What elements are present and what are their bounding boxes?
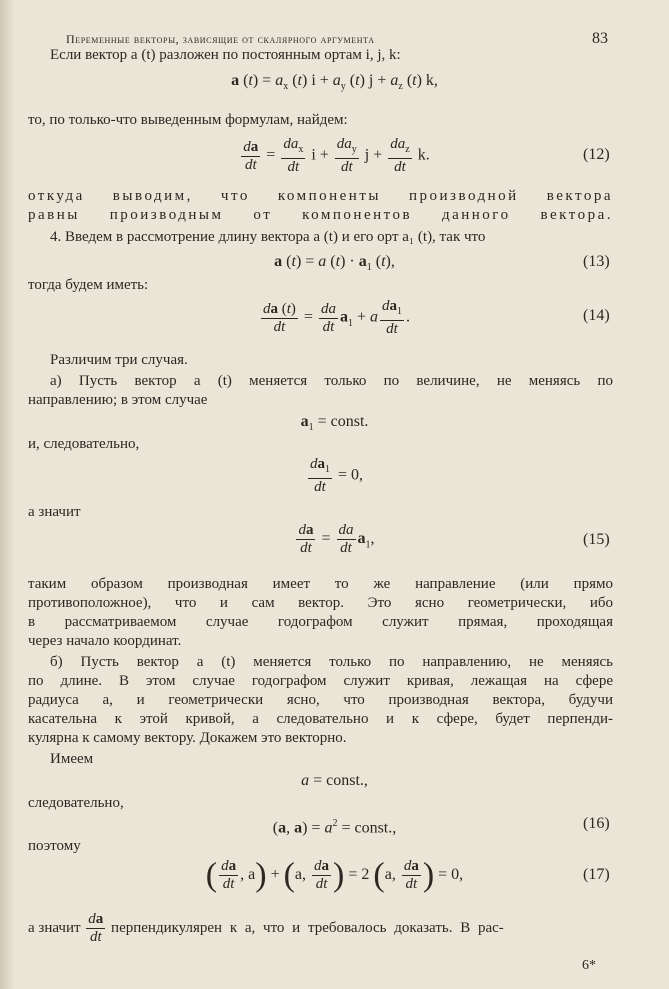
math-symbol: ) i + — [301, 72, 333, 89]
math-symbol: d — [298, 522, 306, 538]
equation-number: (12) — [583, 146, 610, 163]
math-symbol: t — [355, 72, 360, 89]
math-symbol: ( — [282, 253, 292, 270]
math-symbol: a — [300, 413, 309, 430]
numerator — [380, 298, 404, 321]
math-symbol: ( — [345, 72, 356, 89]
math-symbol: dt — [287, 159, 300, 175]
denominator — [314, 876, 330, 893]
denominator — [338, 540, 354, 557]
numerator — [296, 522, 315, 540]
numerator — [388, 136, 411, 159]
math-symbol: dt — [300, 540, 312, 556]
math-symbol: a — [274, 253, 283, 270]
numerator — [281, 136, 305, 159]
math-symbol: a — [294, 819, 303, 837]
math-symbol: a, — [294, 866, 311, 884]
math-symbol: = const., — [337, 819, 397, 837]
math-symbol: d — [403, 858, 412, 874]
math-symbol: 1 — [308, 422, 314, 434]
running-header: Переменные векторы, зависящие от скалярного аргумента — [66, 32, 375, 46]
text-fragment: перпендикулярен к a, что и требовалось доказать. В рас- — [111, 920, 504, 936]
math-symbol: dt — [244, 156, 257, 173]
equation-12 — [0, 136, 669, 176]
math-symbol: = 2 — [344, 866, 374, 884]
text-line: следовательно, — [28, 795, 124, 811]
math-symbol: da — [283, 136, 299, 152]
denominator — [272, 319, 288, 336]
math-symbol: + — [266, 866, 284, 884]
denominator — [243, 157, 259, 174]
denominator — [88, 929, 104, 946]
math-symbol: a, — [384, 866, 400, 884]
fraction — [335, 136, 359, 176]
numerator — [335, 136, 359, 159]
math-symbol: 1 — [396, 306, 402, 317]
equation-13 — [0, 253, 669, 277]
math-symbol: d — [263, 300, 271, 317]
math-symbol: t — [248, 72, 253, 89]
math-symbol: ) — [290, 300, 296, 317]
text-line: противоположное), что и сам вектор. Это ясно геометрически, ибо — [28, 595, 613, 611]
math-symbol: z — [398, 81, 403, 93]
math-symbol: a — [301, 772, 310, 789]
fraction — [337, 522, 356, 557]
numerator — [402, 858, 421, 876]
fraction — [312, 858, 331, 893]
math-symbol: a — [339, 308, 348, 326]
text-line — [28, 910, 613, 946]
math-symbol: a — [270, 300, 278, 317]
denominator — [339, 159, 355, 176]
math-symbol: d — [314, 858, 322, 874]
inline-equation — [84, 911, 107, 946]
text-line: откуда выводим, что компоненты производной вектора — [28, 188, 613, 204]
text-line: 4. Введем в рассмотрение длину вектора a (t) и его орт a₁ (t), так что — [50, 229, 486, 245]
math-symbol: a — [228, 858, 237, 874]
math-symbol: ( — [402, 72, 413, 89]
bracket: ) — [333, 856, 345, 894]
math-symbol: k. — [413, 146, 430, 164]
math-symbol: ) = — [302, 819, 325, 837]
math-symbol: 2 — [332, 818, 338, 829]
math-symbol: dt — [405, 876, 418, 892]
fraction — [319, 301, 338, 336]
fraction — [219, 858, 238, 893]
math-symbol: dt — [314, 479, 326, 495]
fraction — [402, 858, 421, 893]
math-symbol: d — [221, 858, 229, 874]
text-line: поэтому — [28, 838, 81, 854]
denominator — [312, 479, 328, 496]
math-symbol: ) = — [252, 72, 276, 89]
equation — [0, 456, 669, 496]
math-symbol: a — [324, 819, 333, 837]
equation-number: (14) — [583, 307, 610, 324]
text-line: Если вектор a (t) разложен по постоянным ортам i, j, k: — [50, 47, 401, 63]
text-line: то, по только-что выведенным формулам, найдем: — [28, 112, 348, 128]
text-line: и, следовательно, — [28, 436, 140, 452]
math-symbol: a — [95, 911, 104, 928]
math-symbol: . — [405, 308, 410, 326]
math-symbol: + — [352, 308, 370, 326]
math-symbol: = 0, — [333, 466, 364, 484]
numerator — [337, 522, 356, 540]
equation — [0, 772, 669, 790]
denominator — [285, 159, 301, 176]
math-symbol: a — [250, 138, 259, 155]
math-symbol: z — [405, 144, 410, 155]
denominator — [392, 159, 408, 176]
bracket: ) — [422, 856, 435, 894]
text-line: а) Пусть вектор a (t) меняется только по величине, не меняясь по — [50, 373, 613, 389]
fraction — [261, 301, 298, 336]
numerator — [261, 301, 298, 319]
equation-16 — [0, 815, 669, 837]
text-line: тогда будем иметь: — [28, 277, 149, 293]
math-symbol: i + — [307, 146, 333, 164]
equation-number: (17) — [583, 866, 610, 883]
math-symbol: a — [332, 72, 341, 89]
fraction — [241, 139, 260, 174]
numerator — [312, 858, 331, 876]
math-symbol: t — [335, 253, 341, 270]
fraction — [308, 456, 332, 496]
math-symbol: dt — [386, 321, 398, 337]
math-symbol: ( — [288, 72, 298, 89]
numerator — [86, 911, 105, 929]
math-symbol: t — [286, 300, 291, 317]
math-symbol: 1 — [347, 317, 353, 329]
math-symbol: dt — [340, 159, 353, 175]
math-symbol: a — [305, 522, 314, 538]
text-line: б) Пусть вектор a (t) меняется только по направлению, не меняясь — [50, 654, 613, 670]
math-symbol: x — [283, 81, 289, 93]
text-line: таким образом производная имеет то же направление (или прямо — [28, 576, 613, 592]
math-symbol: da — [338, 522, 354, 538]
text-line: в рассматриваемом случае годографом служит прямая, проходящая — [28, 614, 613, 630]
math-symbol: j + — [360, 146, 387, 164]
math-symbol: t — [291, 253, 296, 270]
math-symbol: a — [321, 858, 330, 874]
math-symbol: ( — [326, 253, 336, 270]
math-symbol: da — [336, 136, 352, 152]
math-symbol: ( — [371, 253, 382, 270]
math-symbol: 1 — [365, 539, 371, 551]
math-symbol: = — [262, 146, 280, 164]
equation-17 — [0, 858, 669, 893]
text-line: кулярна к самому вектору. Докажем это векторно. — [28, 730, 347, 746]
fraction — [380, 298, 404, 338]
math-symbol: , — [286, 819, 295, 837]
math-symbol: da — [320, 300, 336, 317]
math-symbol: 1 — [324, 464, 330, 475]
math-symbol: t — [381, 253, 386, 270]
text-line: Имеем — [50, 751, 94, 767]
math-symbol: a — [275, 72, 284, 89]
equation-15 — [0, 522, 669, 557]
equation — [0, 72, 669, 96]
denominator — [298, 540, 314, 557]
math-symbol: a — [317, 456, 325, 472]
math-symbol: d — [309, 456, 318, 472]
bracket: ) — [255, 856, 267, 894]
math-symbol: ) k, — [416, 72, 438, 89]
bracket: ( — [283, 856, 295, 894]
math-symbol: dt — [222, 876, 235, 892]
math-symbol: 1 — [366, 262, 372, 274]
math-symbol: a — [278, 819, 287, 837]
math-symbol: dt — [322, 318, 335, 335]
math-symbol: ( — [278, 300, 287, 317]
text-line: радиуса a, и геометрически ясно, что производная вектора, будучи — [28, 692, 613, 708]
equation-number: (15) — [583, 531, 610, 548]
math-symbol: , a — [240, 866, 256, 884]
math-symbol: y — [340, 81, 346, 93]
math-symbol: dt — [89, 929, 102, 946]
math-symbol: dt — [273, 318, 286, 335]
denominator — [403, 876, 419, 893]
math-symbol: ), — [385, 253, 395, 270]
math-symbol: x — [298, 144, 304, 155]
fraction — [388, 136, 411, 176]
denominator — [384, 321, 400, 338]
equation-14 — [0, 298, 669, 338]
fraction — [281, 136, 305, 176]
math-symbol: = 0, — [434, 866, 464, 884]
text-line: а значит — [28, 504, 81, 520]
math-symbol: ( — [272, 819, 279, 837]
math-symbol: dt — [315, 876, 328, 892]
text-line: через начало координат. — [28, 633, 182, 649]
math-symbol: = const., — [309, 772, 368, 789]
numerator — [241, 139, 260, 157]
math-symbol: a — [411, 858, 419, 874]
math-symbol: d — [88, 911, 96, 928]
math-symbol: t — [412, 72, 417, 89]
math-symbol: dt — [340, 540, 352, 556]
math-symbol: a — [231, 72, 240, 89]
math-symbol: ) · — [340, 253, 359, 270]
equation-number: (16) — [583, 815, 610, 832]
fraction — [296, 522, 315, 557]
math-symbol: ( — [239, 72, 249, 89]
math-symbol: , — [370, 530, 375, 548]
text-line: касательна к этой кривой, а следовательно и к сфере, будет перпенди- — [28, 711, 613, 727]
math-symbol: a — [369, 308, 378, 326]
text-fragment: а значит — [28, 920, 81, 936]
text-line: равны производным от компонентов данного вектора. — [28, 207, 613, 223]
bracket: ( — [373, 856, 385, 894]
bracket: ( — [205, 856, 218, 894]
numerator — [308, 456, 332, 479]
math-symbol: ) = — [295, 253, 319, 270]
numerator — [319, 301, 338, 319]
math-symbol: da — [390, 136, 406, 152]
math-symbol: y — [351, 144, 357, 155]
math-symbol: d — [381, 298, 390, 314]
text-line: Различим три случая. — [50, 352, 188, 368]
numerator — [219, 858, 238, 876]
math-symbol: = const. — [313, 413, 369, 430]
equation — [0, 413, 669, 437]
math-symbol: ) j + — [359, 72, 391, 89]
math-symbol: dt — [394, 159, 406, 175]
denominator — [321, 319, 337, 336]
math-symbol: = — [317, 530, 335, 548]
math-symbol: = — [299, 308, 317, 326]
equation-number: (13) — [583, 253, 610, 270]
math-symbol: t — [297, 72, 302, 89]
math-symbol: a — [357, 530, 366, 548]
math-symbol: a — [390, 72, 399, 89]
text-line: по длине. В этом случае годографом служит кривая, лежащая на сфере — [28, 673, 613, 689]
signature-mark: 6* — [582, 958, 596, 973]
text-line: направлению; в этом случае — [28, 392, 208, 408]
denominator — [221, 876, 237, 893]
page-number: 83 — [592, 30, 608, 47]
math-symbol: a — [318, 253, 327, 270]
math-symbol: d — [243, 138, 251, 155]
fraction — [86, 911, 105, 946]
math-symbol: a — [358, 253, 367, 270]
math-symbol: a — [389, 298, 397, 314]
